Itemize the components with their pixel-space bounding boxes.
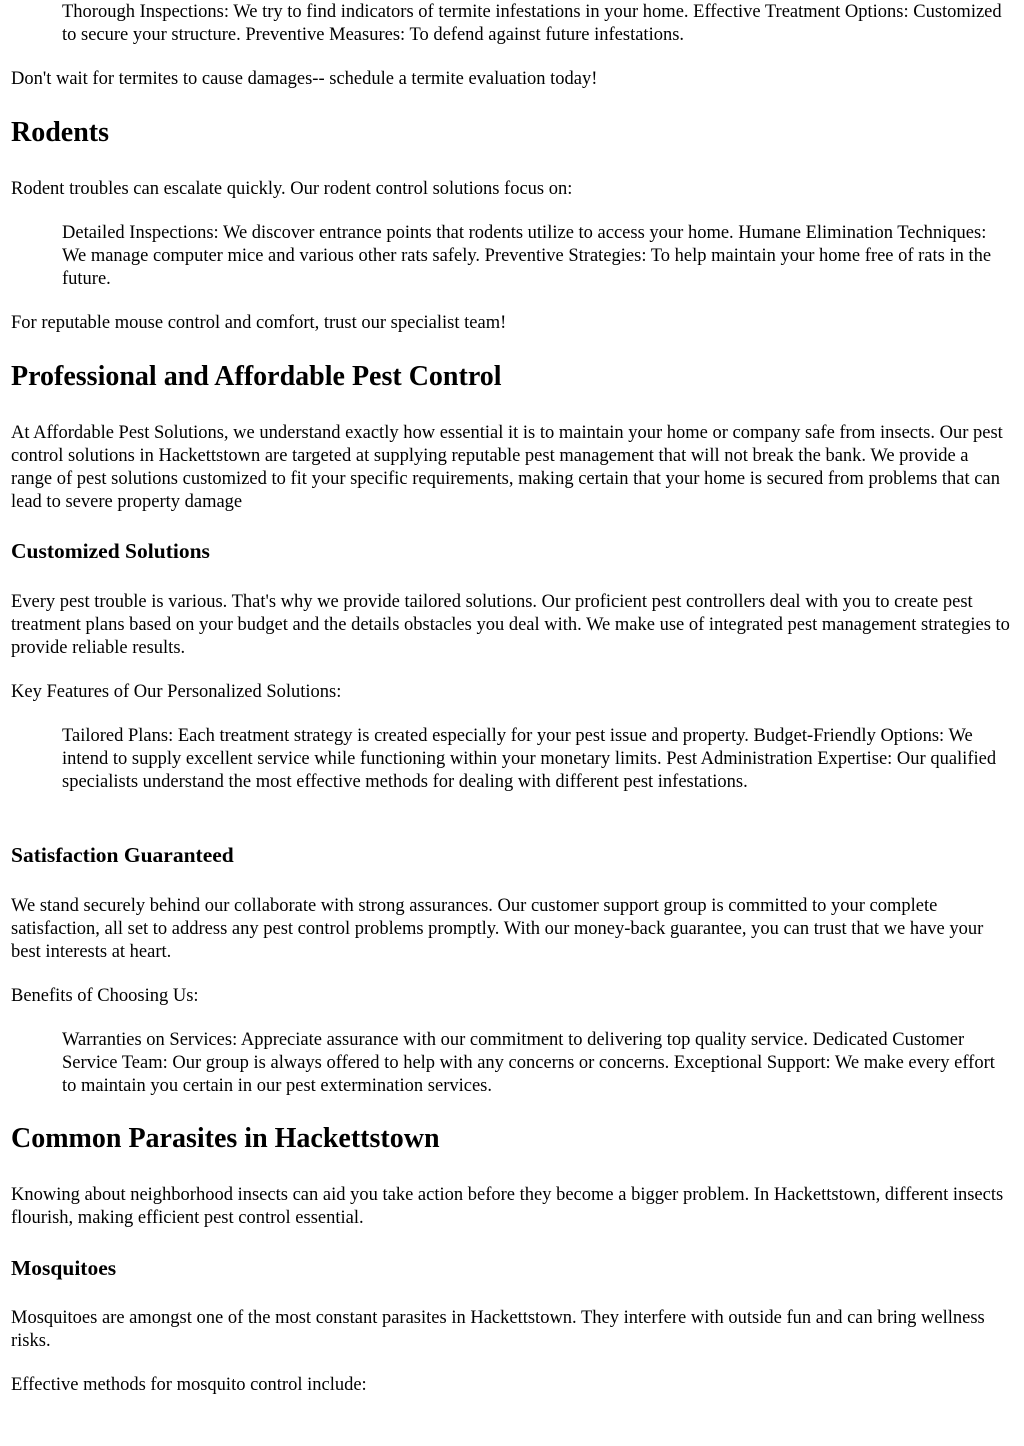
- termite-services-list: [11, 1, 1012, 47]
- professional-intro-paragraph: At Affordable Pest Solutions, we understand exactly how essential it is to maintain your home or company safe from insects. Our pest control solutions in Hackettstown are targeted at supplying reputable pest management that will not break the bank. We provide a range of pest solutions customized to fit your specific requirements, making certain that your home is secured from problems that can lead to severe property damage: [11, 423, 1003, 512]
- termite-services-text: Thorough Inspections: We try to find indicators of termite infestations in your home. Effective Treatment Options: Customized to secure your structure. Preventive Measures: To defend against future infestations.: [62, 2, 1002, 45]
- benefits-label: Benefits of Choosing Us:: [11, 986, 199, 1006]
- rodents-intro-paragraph: Rodent troubles can escalate quickly. Our rodent control solutions focus on:: [11, 179, 573, 199]
- customized-solutions-heading: Customized Solutions: [11, 539, 210, 563]
- mosquitoes-heading: Mosquitoes: [11, 1256, 117, 1280]
- satisfaction-heading: Satisfaction Guaranteed: [11, 843, 234, 867]
- key-features-text: Tailored Plans: Each treatment strategy is created especially for your pest issue and property. Budget-Friendly Options: We intend to supply excellent service while functioning within your monetary limits. Pest Administration Expertise: Our qualified specialists understand the most effective methods for dealing with different pest infestations.: [62, 726, 997, 792]
- customized-intro-paragraph: Every pest trouble is various. That's why we provide tailored solutions. Our proficient pest controllers deal with you to create pest treatment plans based on your budget and the details obstacles you deal with. We make use of integrated pest management strategies to provide reliable results.: [11, 592, 1010, 658]
- termite-closing-paragraph: Don't wait for termites to cause damages-- schedule a termite evaluation today!: [11, 69, 598, 89]
- rodents-closing-paragraph: For reputable mouse control and comfort, trust our specialist team!: [11, 313, 507, 333]
- satisfaction-intro-paragraph: We stand securely behind our collaborate with strong assurances. Our customer support group is committed to your complete satisfaction, all set to address any pest control problems promptly. With our money-back guarantee, you can trust that we have your best interests at heart.: [11, 896, 984, 962]
- common-parasites-heading: Common Parasites in Hackettstown: [11, 1123, 440, 1154]
- benefits-list: [11, 1029, 1012, 1098]
- key-features-label: Key Features of Our Personalized Solutions:: [11, 682, 342, 702]
- mosquitoes-intro-paragraph: Mosquitoes are amongst one of the most constant parasites in Hackettstown. They interfere with outside fun and can bring wellness risks.: [11, 1308, 985, 1351]
- rodents-heading: Rodents: [11, 117, 110, 148]
- rodent-services-list: [11, 222, 1012, 291]
- common-parasites-intro-paragraph: Knowing about neighborhood insects can aid you take action before they become a bigger problem. In Hackettstown, different insects flourish, making efficient pest control essential.: [11, 1185, 1004, 1228]
- professional-heading: Professional and Affordable Pest Control: [11, 361, 502, 392]
- mosquito-methods-label: Effective methods for mosquito control include:: [11, 1375, 367, 1395]
- rodent-services-text: Detailed Inspections: We discover entrance points that rodents utilize to access your home. Humane Elimination Techniques: We manage computer mice and various other rats safely. Preventive Strategies: To help maintain your home free of rats in the future.: [62, 223, 992, 289]
- benefits-text: Warranties on Services: Appreciate assurance with our commitment to delivering top quality service. Dedicated Customer Service Team: Our group is always offered to help with any concerns or concerns. Exceptional Support: We make every effort to maintain you certain in our pest extermination services.: [62, 1030, 995, 1096]
- key-features-list: [11, 725, 1012, 794]
